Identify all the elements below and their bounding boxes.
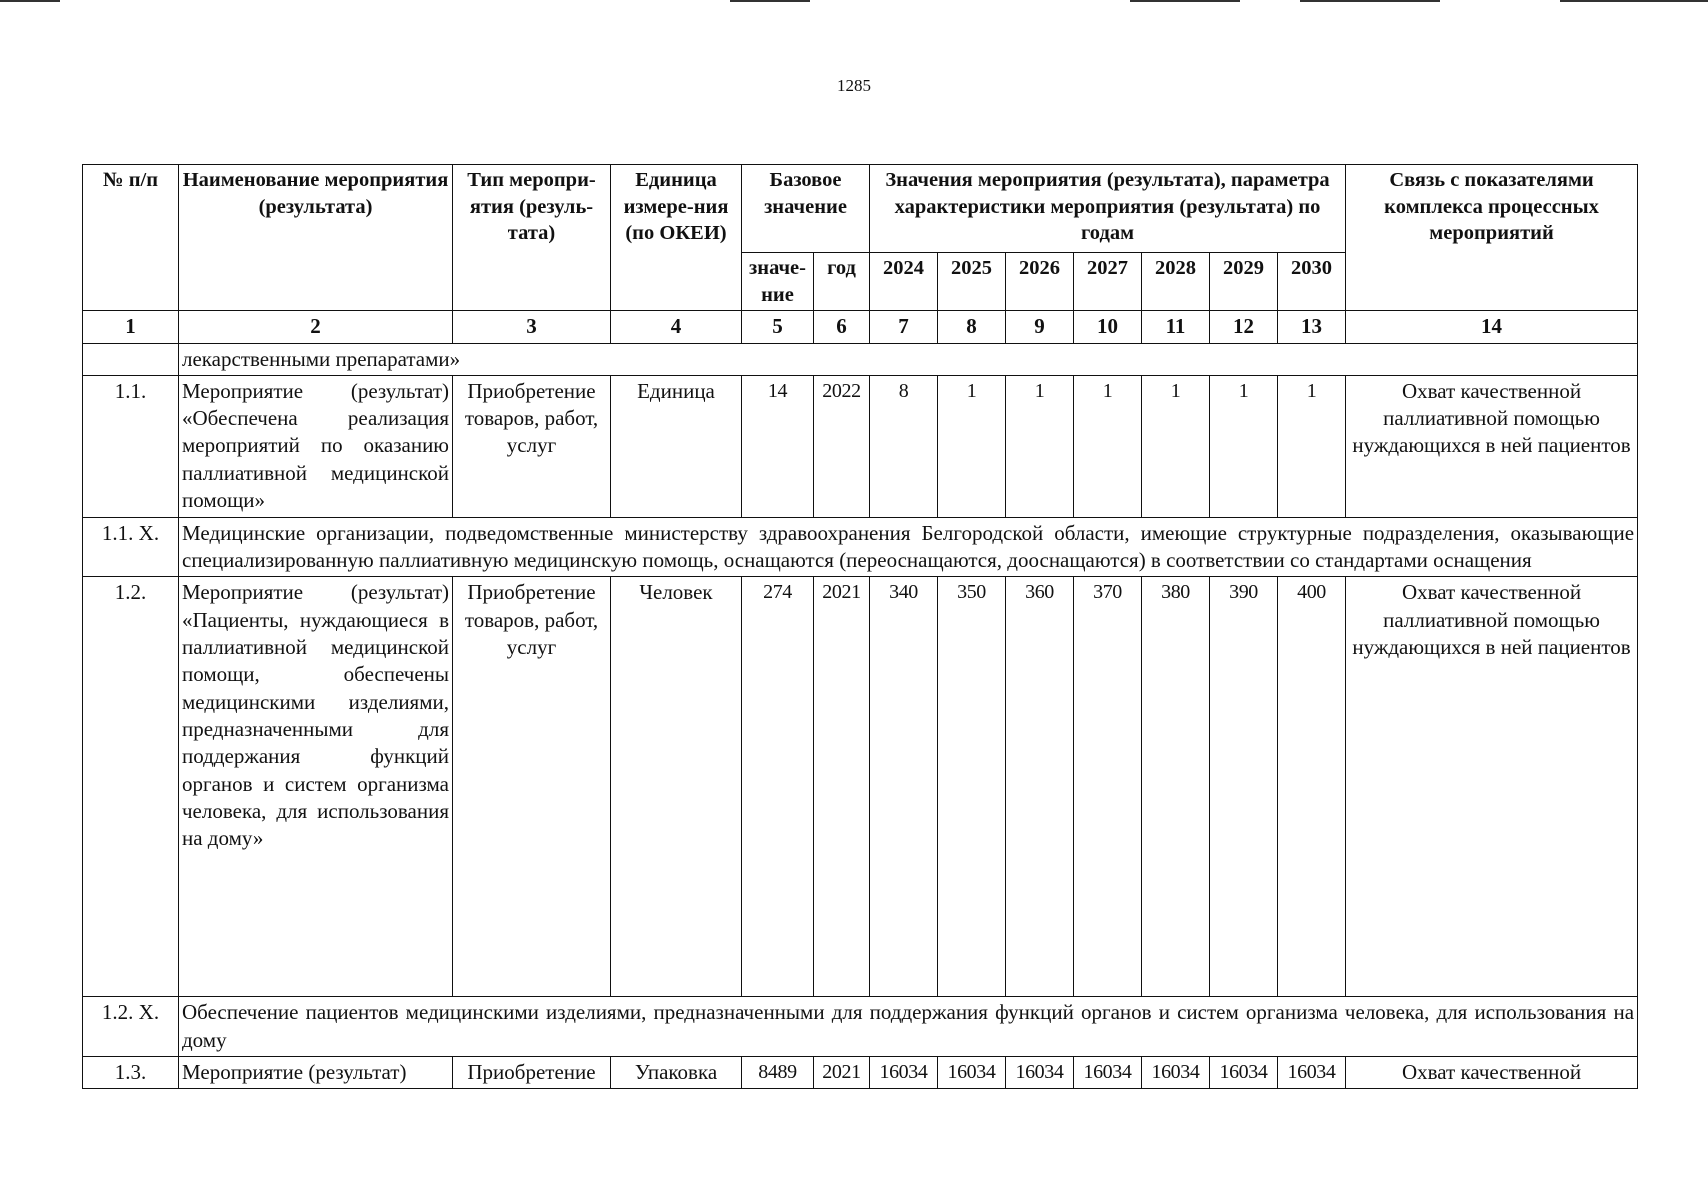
table-row — [83, 577, 1638, 997]
row-year-value: 16034 — [1210, 1057, 1278, 1089]
header-link: Связь с показателями комплекса процессных мероприятий — [1346, 165, 1638, 311]
row-year-value: 350 — [938, 577, 1006, 997]
row-year-value: 1 — [938, 375, 1006, 517]
row-year-value: 1 — [1074, 375, 1142, 517]
row-year-value: 390 — [1210, 577, 1278, 997]
table-row — [83, 1057, 1638, 1089]
row-num: 1.2. — [83, 577, 179, 997]
row-year-value: 16034 — [1074, 1057, 1142, 1089]
header-year: 2025 — [938, 253, 1006, 311]
table-row — [83, 375, 1638, 517]
note-num: 1.2. Х. — [83, 997, 179, 1057]
column-index: 5 — [742, 311, 814, 343]
column-index: 8 — [938, 311, 1006, 343]
column-index: 14 — [1346, 311, 1638, 343]
row-num: 1.3. — [83, 1057, 179, 1089]
continuation-num-cell — [83, 343, 179, 375]
row-base-value: 8489 — [742, 1057, 814, 1089]
row-base-year: 2021 — [814, 1057, 870, 1089]
header-num: № п/п — [83, 165, 179, 311]
row-base-year: 2022 — [814, 375, 870, 517]
row-unit: Единица — [611, 375, 742, 517]
row-type: Приобретение — [453, 1057, 611, 1089]
row-year-value: 340 — [870, 577, 938, 997]
row-unit: Человек — [611, 577, 742, 997]
column-index: 3 — [453, 311, 611, 343]
row-unit: Упаковка — [611, 1057, 742, 1089]
row-year-value: 380 — [1142, 577, 1210, 997]
row-link: Охват качественной паллиативной помощью нуждающихся в ней пациентов — [1346, 375, 1638, 517]
note-num: 1.1. Х. — [83, 517, 179, 577]
scan-edge-mark — [1560, 0, 1708, 2]
row-year-value: 370 — [1074, 577, 1142, 997]
column-index: 13 — [1278, 311, 1346, 343]
header-base: Базовое значение — [742, 165, 870, 253]
row-link: Охват качественной паллиативной помощью нуждающихся в ней пациентов — [1346, 577, 1638, 997]
row-name: Мероприятие (результат) «Пациенты, нуждающиеся в паллиативной медицинской помощи, обеспечены медицинскими изделиями, предназначенными для поддержания функций органов и систем организма человека, для использования на дому» — [179, 577, 453, 997]
header-year: 2028 — [1142, 253, 1210, 311]
row-year-value: 1 — [1142, 375, 1210, 517]
row-year-value: 1 — [1278, 375, 1346, 517]
row-name: Мероприятие (результат) «Обеспечена реализация мероприятий по оказанию паллиативной медицинской помощи» — [179, 375, 453, 517]
column-index-row — [83, 311, 1638, 343]
row-year-value: 16034 — [1278, 1057, 1346, 1089]
row-year-value: 1 — [1210, 375, 1278, 517]
column-index: 2 — [179, 311, 453, 343]
column-index: 4 — [611, 311, 742, 343]
row-base-value: 14 — [742, 375, 814, 517]
row-year-value: 1 — [1006, 375, 1074, 517]
scan-edge-mark — [0, 0, 60, 2]
row-year-value: 400 — [1278, 577, 1346, 997]
scan-edge-mark — [730, 0, 810, 2]
header-year: 2024 — [870, 253, 938, 311]
header-values: Значения мероприятия (результата), параметра характеристики мероприятия (результата) по годам — [870, 165, 1346, 253]
scan-edge-mark — [1130, 0, 1240, 2]
row-link: Охват качественной — [1346, 1057, 1638, 1089]
row-year-value: 8 — [870, 375, 938, 517]
column-index: 12 — [1210, 311, 1278, 343]
column-index: 7 — [870, 311, 938, 343]
row-year-value: 16034 — [938, 1057, 1006, 1089]
row-type: Приобретение товаров, работ, услуг — [453, 577, 611, 997]
column-index: 6 — [814, 311, 870, 343]
continuation-row — [83, 343, 1638, 375]
note-text: Обеспечение пациентов медицинскими изделиями, предназначенными для поддержания функций органов и систем организма человека, для использования на дому — [179, 997, 1638, 1057]
scan-edge-mark — [1300, 0, 1440, 2]
header-base-value: значе-ние — [742, 253, 814, 311]
column-index: 10 — [1074, 311, 1142, 343]
header-year: 2026 — [1006, 253, 1074, 311]
row-type: Приобретение товаров, работ, услуг — [453, 375, 611, 517]
row-year-value: 360 — [1006, 577, 1074, 997]
column-index: 11 — [1142, 311, 1210, 343]
header-name: Наименование мероприятия (результата) — [179, 165, 453, 311]
header-year: 2030 — [1278, 253, 1346, 311]
header-year: 2029 — [1210, 253, 1278, 311]
row-name: Мероприятие (результат) — [179, 1057, 453, 1089]
column-index: 1 — [83, 311, 179, 343]
note-row — [83, 517, 1638, 577]
page-number: 1285 — [837, 76, 871, 95]
note-row — [83, 997, 1638, 1057]
header-year: 2027 — [1074, 253, 1142, 311]
row-num: 1.1. — [83, 375, 179, 517]
continuation-text: лекарственными препаратами» — [179, 343, 1638, 375]
header-unit: Единица измере-ния (по ОКЕИ) — [611, 165, 742, 311]
row-year-value: 16034 — [870, 1057, 938, 1089]
row-year-value: 16034 — [1006, 1057, 1074, 1089]
activities-table — [82, 164, 1638, 1089]
row-base-value: 274 — [742, 577, 814, 997]
header-type: Тип меропри-ятия (резуль-тата) — [453, 165, 611, 311]
note-text: Медицинские организации, подведомственные министерству здравоохранения Белгородской области, имеющие структурные подразделения, оказывающие специализированную паллиативную медицинскую помощь, оснащаются (переоснащаются, дооснащаются) в соответствии со стандартами оснащения — [179, 517, 1638, 577]
header-base-year: год — [814, 253, 870, 311]
row-base-year: 2021 — [814, 577, 870, 997]
row-year-value: 16034 — [1142, 1057, 1210, 1089]
column-index: 9 — [1006, 311, 1074, 343]
